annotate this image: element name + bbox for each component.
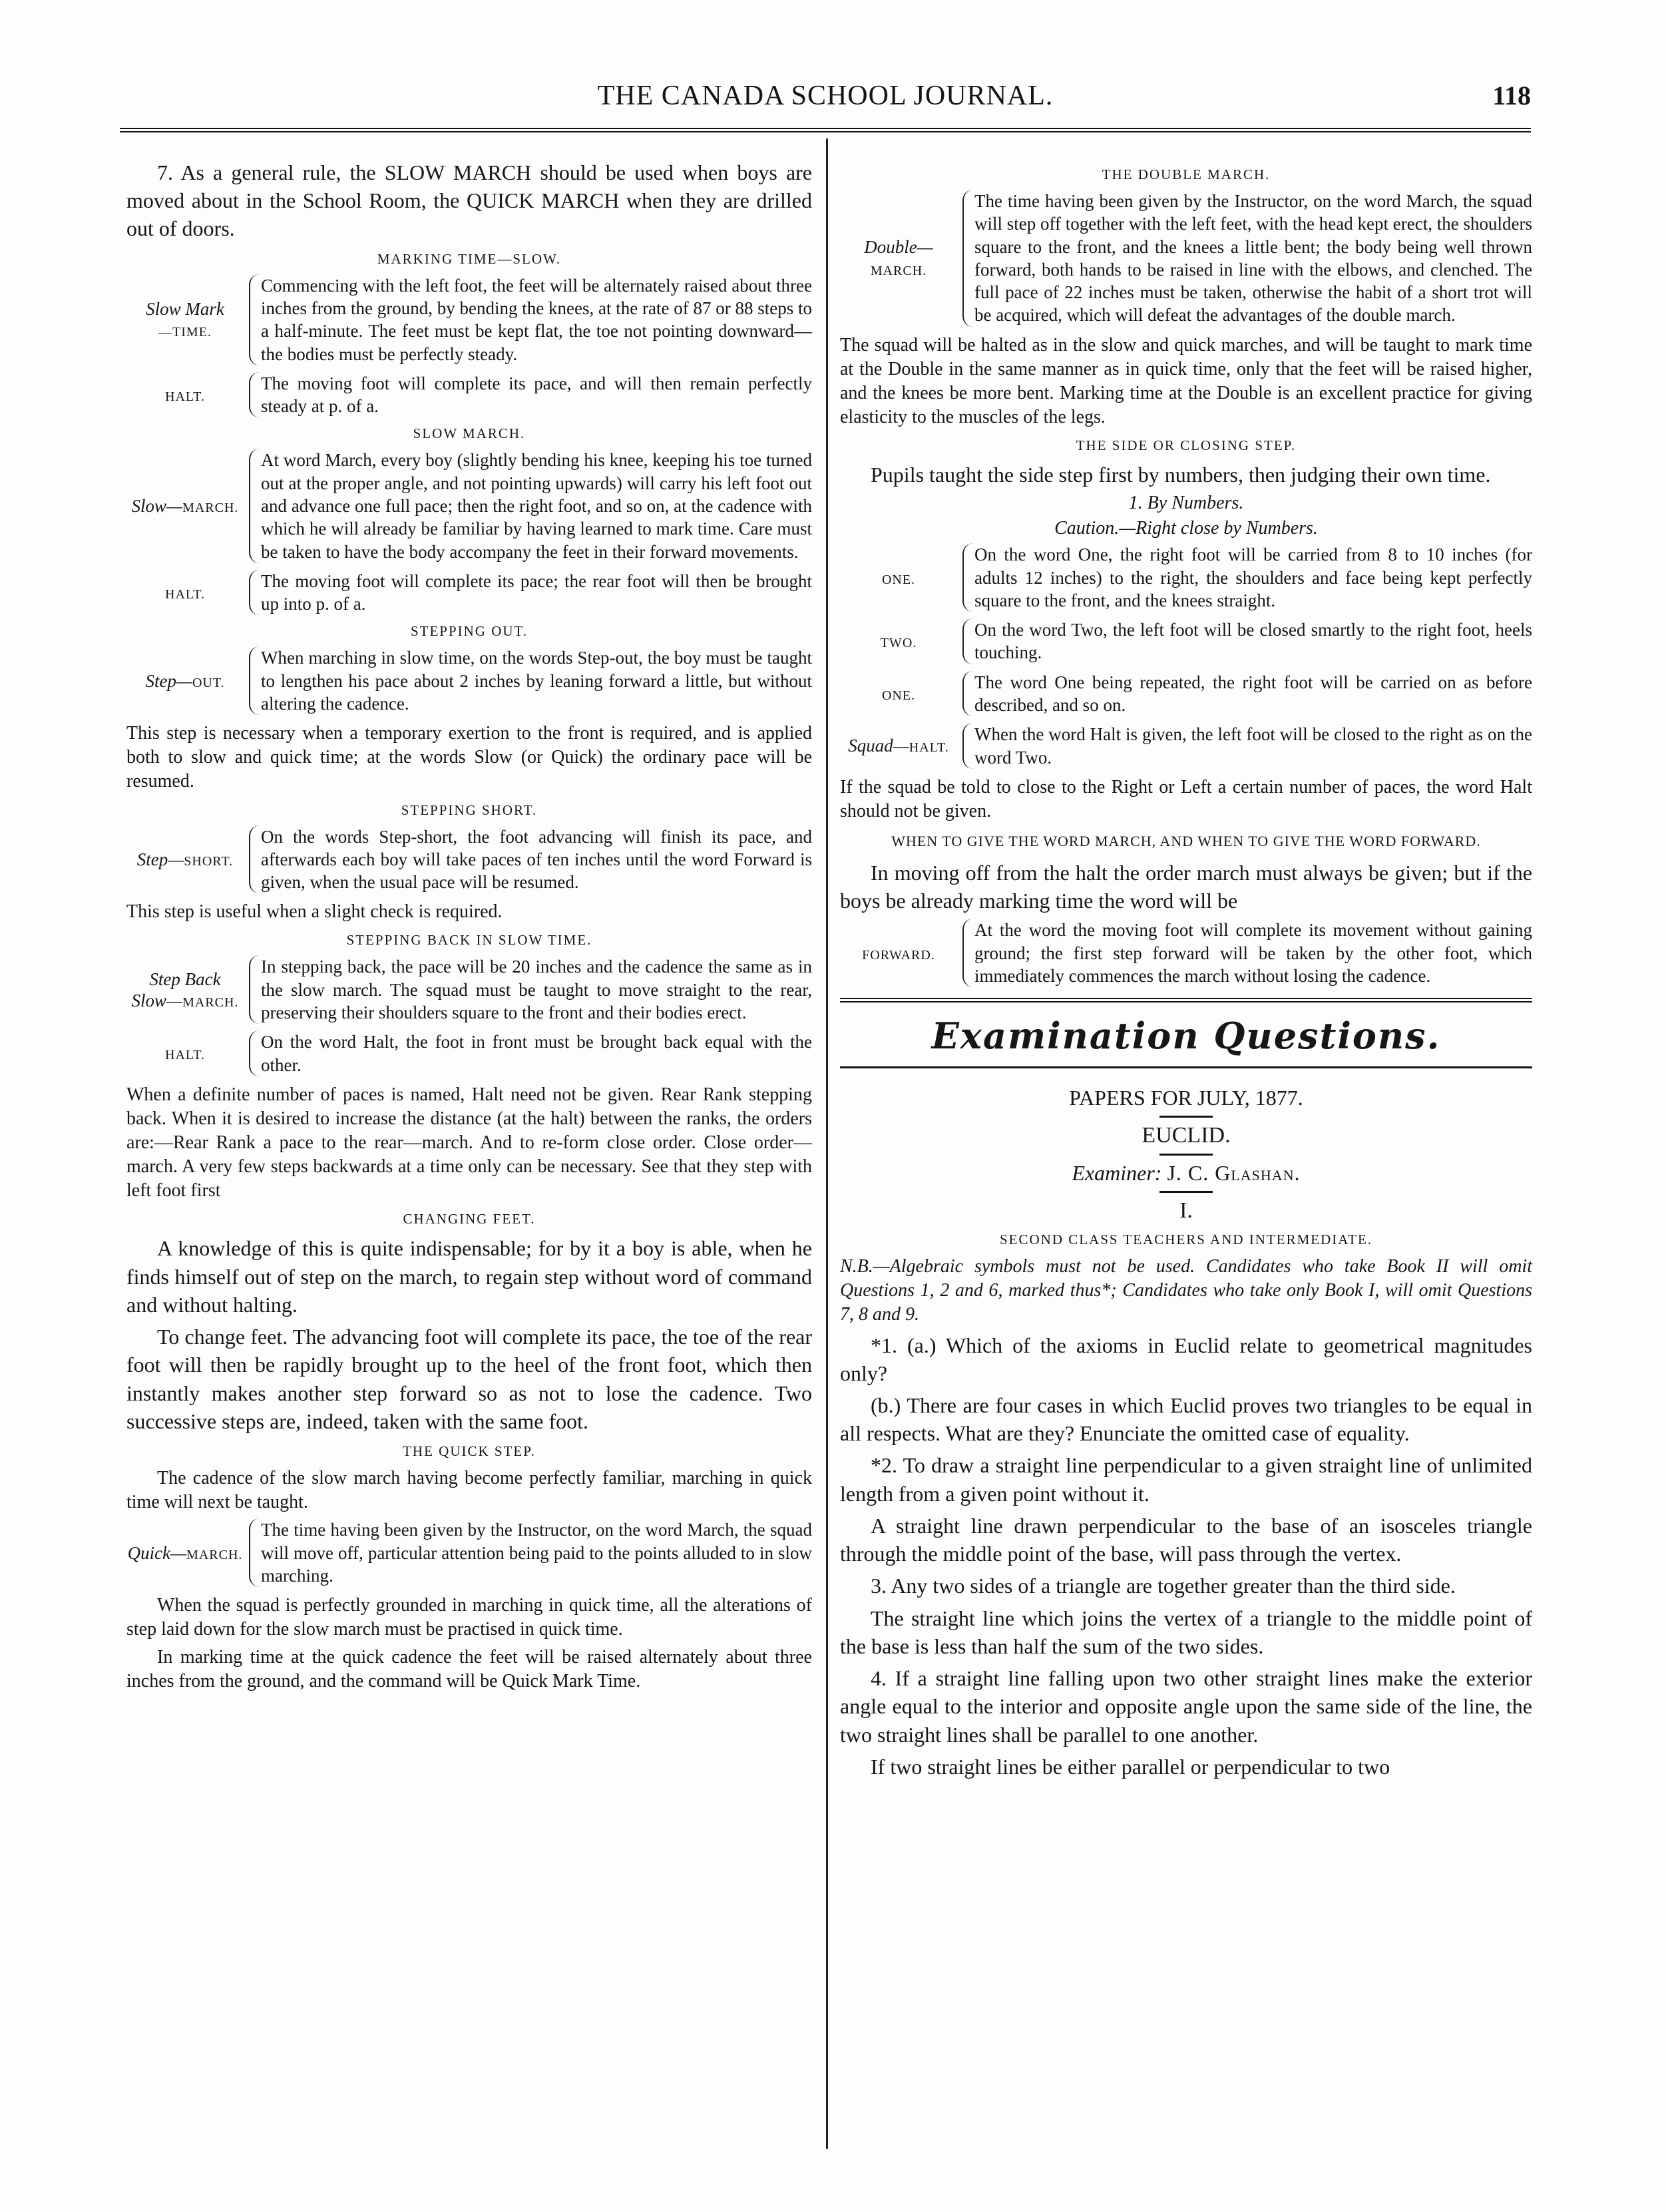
label-cap: ONE. [881, 688, 916, 703]
heading-quick-step: THE QUICK STEP. [403, 1443, 536, 1460]
drill-label [126, 969, 249, 1012]
label-text: Slow— [131, 495, 183, 516]
running-header [120, 80, 1531, 117]
question-2: *2. To draw a straight line perpendicular to a given straight line of unlimited length from a given point without it. [840, 1453, 1532, 1506]
drill-text: The moving foot will complete its pace; the rear foot will then be brought up into p. of a. [249, 570, 812, 616]
label-text: Double— [864, 237, 933, 258]
roman-numeral: I. [1179, 1198, 1193, 1223]
examiner-name: J. C. Glashan. [1167, 1161, 1301, 1186]
drill-text: On the words Step-short, the foot advancing will finish its pace, and afterwards each boy will take paces of ten inches until the word Forward is given, when the usual pace will be resumed. [249, 825, 812, 894]
caution-line: Caution.—Right close by Numbers. [1054, 518, 1318, 539]
short-rule [1159, 1116, 1213, 1118]
short-rule [1159, 1154, 1213, 1156]
double-note: The squad will be halted as in the slow and quick marches, and will be taught to mark time at the Double in the same manner as in quick time, only that the feet will be raised higher, and the knees be more bent. Marking time at the Double is an excellent practice for giving elasticity to the muscles of the legs. [840, 334, 1532, 428]
drill-halt-1 [126, 372, 812, 418]
label-text: Step Back [149, 969, 221, 989]
drill-halt-3 [126, 1030, 812, 1076]
drill-one-repeat [840, 671, 1532, 717]
label-cap: —TIME. [158, 325, 212, 340]
papers-heading: PAPERS FOR JULY, 1877. [1069, 1086, 1303, 1110]
intro-paragraph: 7. As a general rule, the SLOW MARCH should be used when boys are moved about in the School Room, the QUICK MARCH when they are drilled out of doors. [126, 160, 812, 241]
drill-text: On the word Two, the left foot will be closed smartly to the right foot, heels touching. [962, 618, 1532, 664]
drill-text: The time having been given by the Instructor, on the word March, the squad will move off, particular attention being paid to the points alluded to in slow marching. [249, 1518, 812, 1587]
label-cap: ONE. [881, 572, 916, 587]
label-cap: HALT. [165, 389, 205, 404]
drill-text: Commencing with the left foot, the feet will be alternately raised about three inches from the ground, by bending the knees, at the rate of 87 or 88 steps to a half-minute. The feet must be kept flat, the toe not pointing downward—the bodies must be perfectly steady. [249, 274, 812, 365]
question-4b: If two straight lines be either parallel or perpendicular to two [871, 1754, 1390, 1779]
left-column [126, 158, 812, 1698]
drill-text: When the word Halt is given, the left foot will be closed to the right as on the word Two. [962, 723, 1532, 769]
quick-paragraph-1: The cadence of the slow march having become perfectly familiar, marching in quick time will next be taught. [126, 1468, 812, 1513]
drill-text: At word March, every boy (slightly bending his knee, keeping his toe turned out at the proper angle, and not pointing upwards) will carry his left foot out and advance one full pace; then the right foot, and so on, at the cadence with which he will already be familiar by having learned to mark time. Care must be taken to have the body accompany the feet in their forward movements. [249, 449, 812, 562]
heading-side-step: THE SIDE OR CLOSING STEP. [1076, 437, 1297, 454]
heading-stepping-back: STEPPING BACK IN SLOW TIME. [346, 932, 592, 949]
drill-slow-mark-time [126, 274, 812, 365]
question-2b: A straight line drawn perpendicular to the base of an isosceles triangle through the middle point of the base, will pass through the vertex. [840, 1513, 1532, 1566]
drill-label [840, 943, 962, 964]
heading-when-to-give: WHEN TO GIVE THE WORD MARCH, AND WHEN TO GIVE THE WORD FORWARD. [891, 833, 1481, 850]
label-cap: HALT. [909, 740, 949, 756]
label-text: Squad— [848, 736, 909, 756]
drill-forward [840, 919, 1532, 987]
heading-changing-feet: CHANGING FEET. [403, 1211, 536, 1227]
drill-two [840, 618, 1532, 664]
label-cap: MARCH. [186, 1547, 243, 1562]
heading-stepping-short: STEPPING SHORT. [401, 801, 538, 818]
quick-paragraph-2: When the squad is perfectly grounded in marching in quick time, all the alterations of step laid down for the slow march must be practised in quick time. [126, 1595, 812, 1640]
drill-text: The word One being repeated, the right foot will be carried on as before described, and so on. [962, 671, 1532, 717]
nb-note: N.B.—Algebraic symbols must not be used. Candidates who take Book II will omit Questions 1, 2 and 6, marked thus*; Candidates who take only Book I, will omit Questions 7, 8 and 9. [840, 1256, 1532, 1325]
short-rule [1159, 1191, 1213, 1193]
drill-text: On the word One, the right foot will be carried from 8 to 10 inches (for adults 12 inches) to the right, the shoulders and face being kept perfectly square to the front, and the knees straight. [962, 543, 1532, 612]
step-back-note: When a definite number of paces is named, Halt need not be given. Rear Rank stepping back. When it is desired to increase the distance (at the halt) between the ranks, the orders are:—Rear Rank a pace to the rear—march. And to re-form close order. Close order—march. A very few steps backwards at a time only can be necessary. See that they step with left foot first [126, 1084, 812, 1202]
question-3: 3. Any two sides of a triangle are together greater than the third side. [871, 1574, 1456, 1598]
changing-paragraph-1: A knowledge of this is quite indispensable; for by it a boy is able, when he finds himself out of step on the march, to regain step without word of command and without halting. [126, 1236, 812, 1317]
drill-step-back [126, 955, 812, 1024]
label-cap: MARCH. [182, 500, 239, 515]
by-numbers: 1. By Numbers. [1128, 493, 1244, 514]
heading-double-march: THE DOUBLE MARCH. [1102, 166, 1271, 182]
heading-slow-march: SLOW MARCH. [413, 425, 526, 442]
label-cap: MARCH. [870, 263, 927, 278]
drill-label [840, 630, 962, 652]
label-cap: MARCH. [182, 995, 239, 1010]
drill-label [126, 849, 249, 870]
drill-text: When marching in slow time, on the words Step-out, the boy must be taught to lengthen his pace about 2 inches by leaning forward a little, but without altering the cadence. [249, 646, 812, 715]
page-number: 118 [1492, 81, 1531, 111]
label-cap: HALT. [165, 586, 205, 602]
label-text: Slow— [131, 990, 183, 1010]
drill-double-march [840, 190, 1532, 327]
when-paragraph: In moving off from the halt the order march must always be given; but if the boys be already marking time the word will be [840, 860, 1532, 913]
question-1b: (b.) There are four cases in which Euclid proves two triangles to be equal in all respects. What are they? Enunciate the omitted case of equality. [840, 1393, 1532, 1446]
label-cap: TWO. [880, 636, 917, 651]
question-3b: The straight line which joins the vertex of a triangle to the middle point of the base is less than half the sum of the two sides. [840, 1606, 1532, 1658]
right-column [840, 158, 1532, 1785]
drill-one [840, 543, 1532, 612]
class-heading: SECOND CLASS TEACHERS AND INTERMEDIATE. [999, 1231, 1373, 1248]
column-divider [826, 138, 828, 2149]
side-paragraph: Pupils taught the side step first by numbers, then judging their own time. [871, 463, 1491, 487]
drill-label [126, 1542, 249, 1564]
step-short-note: This step is useful when a slight check is required. [126, 901, 503, 923]
drill-step-short [126, 825, 812, 894]
label-cap: SHORT. [184, 853, 234, 869]
drill-label [126, 495, 249, 517]
label-cap: OUT. [192, 675, 225, 690]
drill-label [840, 567, 962, 588]
examiner-prefix: Examiner: [1072, 1161, 1162, 1186]
header-rule [120, 128, 1531, 132]
question-1a: *1. (a.) Which of the axioms in Euclid relate to geometrical magnitudes only? [840, 1333, 1532, 1385]
drill-label [126, 384, 249, 405]
label-text: Step— [145, 670, 192, 691]
drill-text: On the word Halt, the foot in front must be brought back equal with the other. [249, 1030, 812, 1076]
drill-label [126, 1042, 249, 1064]
drill-label [840, 236, 962, 280]
drill-text: In stepping back, the pace will be 20 inches and the cadence the same as in the slow march. The squad must be taught to move straight to the rear, preserving their shoulders square to the front and their bodies erect. [249, 955, 812, 1024]
drill-quick-march [126, 1518, 812, 1587]
exam-title: Examination Questions. [931, 1014, 1441, 1058]
step-out-note: This step is necessary when a temporary exertion to the front is required, and is applied both to slow and quick time; at the words Slow (or Quick) the ordinary pace will be resumed. [126, 723, 812, 792]
label-text: Slow Mark [146, 298, 224, 319]
side-note: If the squad be told to close to the Right or Left a certain number of paces, the word Halt should not be given. [840, 776, 1532, 821]
drill-text: The moving foot will complete its pace, and will then remain perfectly steady at p. of a. [249, 372, 812, 418]
label-cap: HALT. [165, 1048, 205, 1063]
drill-text: The time having been given by the Instructor, on the word March, the squad will step off together with the left feet, with the head kept erect, the shoulders square to the front, and the knees a little bent; the body being well thrown forward, both hands to be raised in line with the elbows, and clenched. The full pace of 22 inches must be taken, otherwise the habit of a short trot will be acquired, which will defeat the advantages of the double march. [962, 190, 1532, 327]
journal-title: THE CANADA SCHOOL JOURNAL. [597, 81, 1054, 111]
drill-step-out [126, 646, 812, 715]
drill-label [126, 298, 249, 341]
drill-label [840, 735, 962, 756]
drill-halt-2 [126, 570, 812, 616]
quick-paragraph-3: In marking time at the quick cadence the feet will be raised alternately about three inches from the ground, and the command will be Quick Mark Time. [126, 1647, 812, 1692]
drill-label [126, 670, 249, 692]
subject-heading: EUCLID. [1142, 1123, 1231, 1148]
drill-label [840, 683, 962, 704]
changing-paragraph-2: To change feet. The advancing foot will complete its pace, the toe of the rear foot will then be rapidly brought up to the heel of the front foot, which then instantly makes another step forward so as not to lose the cadence. Two successive steps are, indeed, taken with the same foot. [126, 1325, 812, 1433]
drill-text: At the word the moving foot will complete its movement without gaining ground; the first step forward will be taken by the other foot, which immediately commences the march without losing the cadence. [962, 919, 1532, 987]
label-text: Step— [136, 849, 184, 869]
label-cap: FORWARD. [862, 947, 935, 963]
heading-stepping-out: STEPPING OUT. [410, 623, 528, 640]
exam-rule [840, 1066, 1532, 1068]
drill-label [126, 582, 249, 603]
question-4: 4. If a straight line falling upon two other straight lines make the exterior angle equal to the interior and opposite angle upon the same side of the line, the two straight lines shall be parallel to one another. [840, 1666, 1532, 1747]
heading-marking-time: MARKING TIME—SLOW. [377, 250, 562, 267]
drill-slow-march [126, 449, 812, 562]
section-rule [840, 998, 1532, 1002]
examiner-line [840, 1161, 1532, 1186]
drill-squad-halt [840, 723, 1532, 769]
label-text: Quick— [127, 1542, 187, 1563]
